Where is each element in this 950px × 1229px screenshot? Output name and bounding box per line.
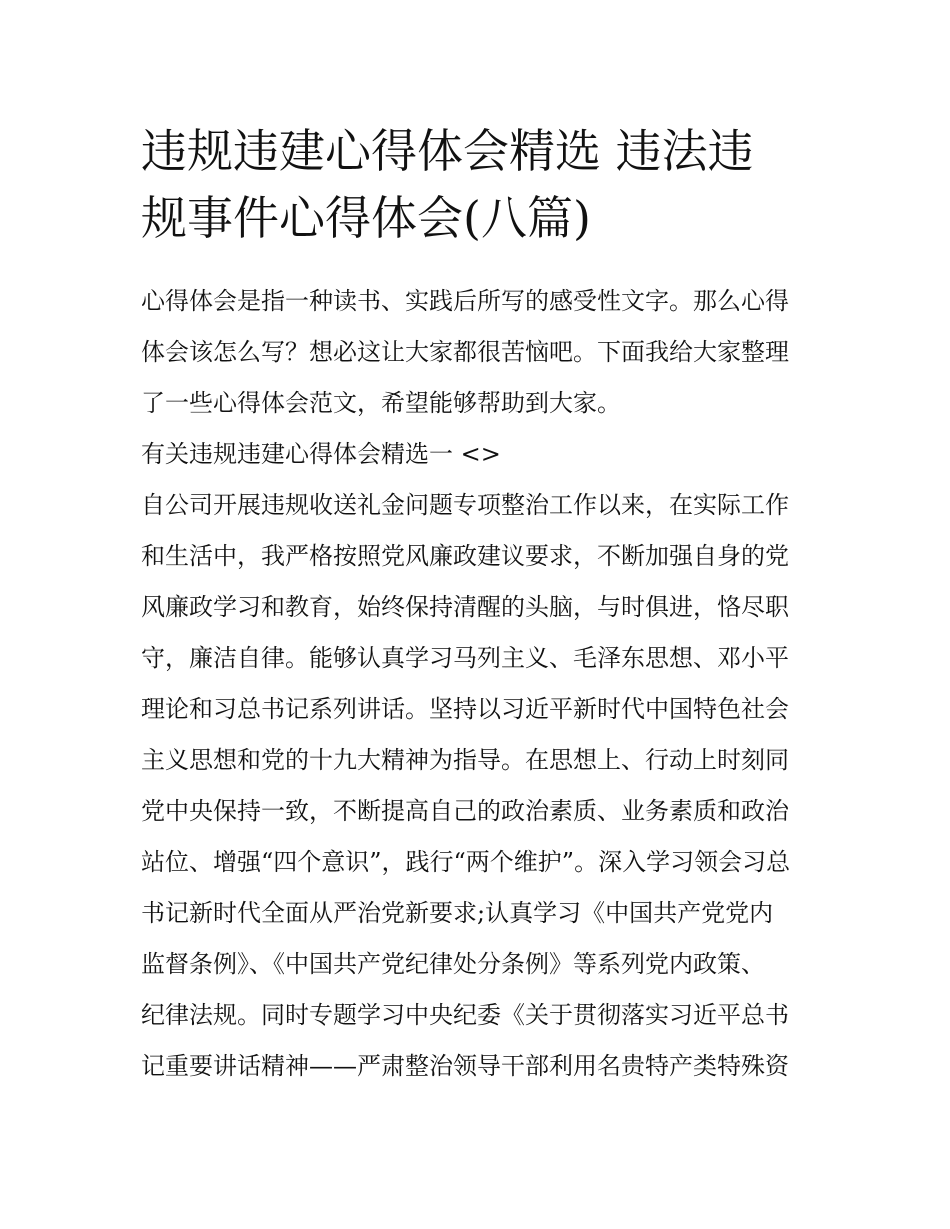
section-heading: 有关违规违建心得体会精选一 <> (141, 440, 501, 468)
document-body (141, 276, 813, 1092)
body-line: 纪律法规。同时专题学习中央纪委《关于贯彻落实习近平总书 (141, 1001, 789, 1029)
body-line: 书记新时代全面从严治党新要求;认真学习《中国共产党党内 (141, 899, 774, 927)
intro-line: 了一些心得体会范文，希望能够帮助到大家。 (141, 389, 621, 417)
body-line: 理论和习总书记系列讲话。坚持以习近平新时代中国特色社会 (141, 695, 789, 723)
body-line: 党中央保持一致，不断提高自己的政治素质、业务素质和政治 (141, 797, 789, 825)
body-line: 和生活中，我严格按照党风廉政建议要求，不断加强自身的党 (141, 542, 789, 570)
title-line: 规事件心得体会(八篇) (141, 191, 591, 245)
intro-line: 心得体会是指一种读书、实践后所写的感受性文字。那么心得 (141, 287, 789, 315)
document-title (141, 118, 813, 252)
body-line: 风廉政学习和教育，始终保持清醒的头脑，与时俱进，恪尽职 (141, 593, 789, 621)
body-line: 主义思想和党的十九大精神为指导。在思想上、行动上时刻同 (141, 746, 789, 774)
document-content (141, 118, 813, 1092)
body-line: 监督条例》、《中国共产党纪律处分条例》等系列党内政策、 (141, 950, 765, 978)
body-line: 站位、增强“四个意识”，践行“两个维护”。深入学习领会习总 (141, 848, 791, 876)
body-line: 自公司开展违规收送礼金问题专项整治工作以来，在实际工作 (141, 491, 789, 519)
body-line: 守，廉洁自律。能够认真学习马列主义、毛泽东思想、邓小平 (141, 644, 789, 672)
title-line: 违规违建心得体会精选 违法违 (141, 124, 754, 178)
intro-line: 体会该怎么写？想必这让大家都很苦恼吧。下面我给大家整理 (141, 338, 789, 366)
body-line: 记重要讲话精神——严肃整治领导干部利用名贵特产类特殊资 (141, 1052, 789, 1080)
